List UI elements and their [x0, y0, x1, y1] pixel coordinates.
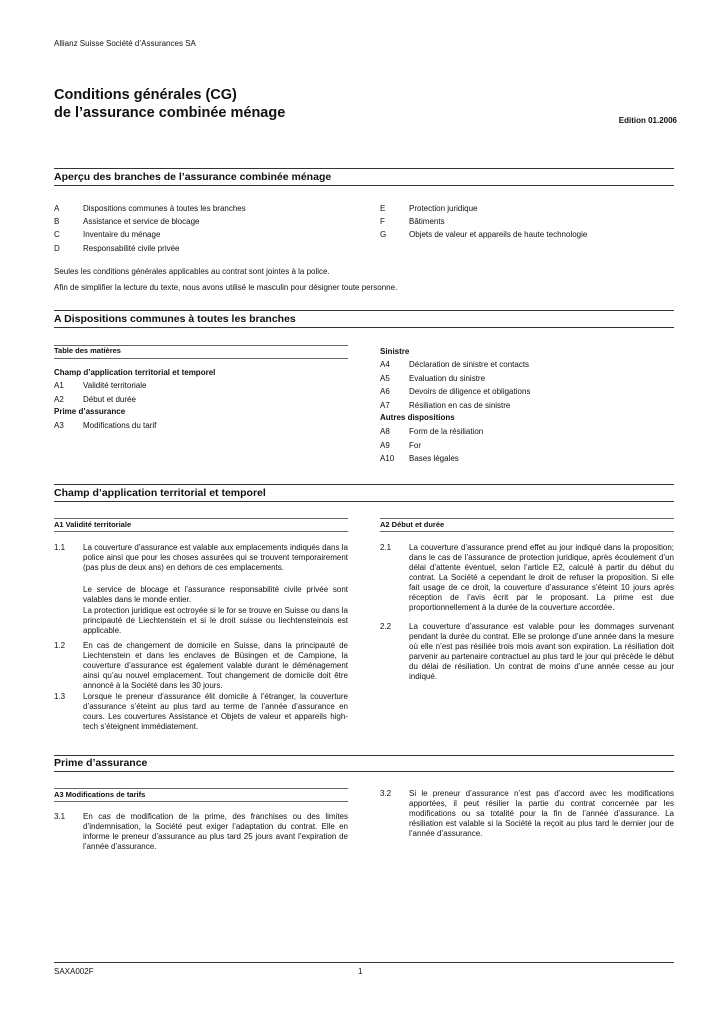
note-gender: Afin de simplifier la lecture du texte, nous avons utilisé le masculin pour désigner toute personne. — [54, 283, 398, 292]
toc-label: Début et durée — [83, 395, 136, 404]
toc-code: A3 — [54, 421, 64, 430]
section-rule-top — [54, 755, 674, 756]
toc-code: A6 — [380, 387, 390, 396]
champ-heading: Champ d’application territorial et temporel — [54, 487, 266, 499]
note-policy: Seules les conditions générales applicables au contrat sont jointes à la police. — [54, 267, 330, 276]
branch-label: Assistance et service de blocage — [83, 217, 200, 226]
page-number: 1 — [358, 967, 363, 976]
toc-group-heading: Champ d’application territorial et temporel — [54, 368, 216, 377]
document-title — [54, 86, 285, 122]
toc-group-heading: Prime d’assurance — [54, 407, 126, 416]
branch-code: E — [380, 204, 386, 213]
branch-code: A — [54, 204, 60, 213]
clause-text: La couverture d’assurance prend effet au jour indiqué dans la proposition; dans le cas de l’assurance de protection juridique, après écoulement d’un délai d’attente éventuel, selon l’article E2, calculé à partir du début du contrat. La Société a cependant le droit de refuser la proposition. Si elle fait usage de ce droit, la couverture d’assurance s’éteint 10 jours après réception de l’avis écrit par le proposant. La prime est due proportionnellement à la durée de la couverture accordée. — [409, 543, 674, 612]
subsection-rule-bottom — [54, 531, 348, 532]
branch-code: B — [54, 217, 60, 226]
toc-label: Form de la résiliation — [409, 427, 484, 436]
toc-label: Evaluation du sinistre — [409, 374, 486, 383]
edition-label: Edition 01.2006 — [618, 116, 677, 125]
toc-code: A4 — [380, 360, 390, 369]
clause-text: En cas de changement de domicile en Suisse, dans la principauté de Liechtenstein et dans les enclaves de Büsingen et de Campione, la couverture d’assurance est également valable durant le déménagement ainsi qu’au nouvel emplacement. Tout changement de domicile doit être annoncé à la Société dans les 30 jours. — [83, 641, 348, 690]
toc-label: Modifications du tarif — [83, 421, 157, 430]
section-rule-bottom — [54, 501, 674, 502]
branch-label: Objets de valeur et appareils de haute technologie — [409, 230, 588, 239]
clause-number: 1.1 — [54, 543, 66, 552]
branch-label: Protection juridique — [409, 204, 478, 213]
clause-text: La couverture d’assurance est valable pour les dommages survenant pendant la durée du contrat. Elle se prolonge d’une année dans la mesure où elle n’est pas résiliée trois mois avant son expiration. La résiliation doit parvenir au partenaire contractuel au plus tard le jour qui précède le début du délai de résiliation. Un contrat de moins d’une année cesse au jour indiqué. — [409, 622, 674, 681]
title-line-1: Conditions générales (CG) — [54, 87, 237, 103]
toc-group-heading: Autres dispositions — [380, 413, 455, 422]
branch-label: Dispositions communes à toutes les branches — [83, 204, 246, 213]
toc-label: Déclaration de sinistre et contacts — [409, 360, 530, 369]
title-line-2: de l’assurance combinée ménage — [54, 105, 286, 121]
clause-text: Lorsque le preneur d’assurance élit domicile à l’étranger, la couverture d’assurance s’éteint au plus tard au terme de l’année d’assurance en cours. Les couvertures Assistance et Objets de valeur et appareils high-tech s’éteignent immédiatement. — [83, 692, 348, 731]
toc-code: A5 — [380, 374, 390, 383]
toc-rule-top — [54, 345, 348, 346]
toc-label: For — [409, 441, 421, 450]
subsection-rule-top — [380, 518, 674, 519]
toc-label: Validité territoriale — [83, 381, 147, 390]
a3-title: A3 Modifications de tarifs — [54, 790, 146, 799]
branch-code: F — [380, 217, 385, 226]
branch-code: G — [380, 230, 387, 239]
toc-code: A7 — [380, 401, 390, 410]
document-code: SAXA002F — [54, 967, 94, 976]
prime-heading: Prime d’assurance — [54, 757, 148, 769]
clause-text: Le service de blocage et l’assurance responsabilité civile privée sont valables dans le monde entier. — [83, 585, 348, 604]
clause-text: Si le preneur d’assurance n’est pas d’accord avec les modifications apportées, il peut résilier la partie du contrat concernée par les modifications ou sa totalité pour la fin de l’année d’assurance. La résiliation est valable si la Société la reçoit au plus tard le dernier jour de l’année d’assurance. — [409, 789, 674, 838]
clause-text: La protection juridique est octroyée si le for se trouve en Suisse ou dans la principauté de Liechtenstein et si le droit suisse ou liechtensteinois est applicable. — [83, 606, 348, 635]
subsection-rule-bottom — [54, 801, 348, 802]
toc-group-heading: Sinistre — [380, 347, 410, 356]
section-rule-top — [54, 484, 674, 485]
branch-code: C — [54, 230, 60, 239]
company-name: Allianz Suisse Société d’Assurances SA — [54, 39, 196, 48]
toc-code: A10 — [380, 454, 395, 463]
clause-text: La couverture d’assurance est valable aux emplacements indiqués dans la police ainsi que pour les choses assurées qui se trouvent temporairement (pas plus de deux ans) en dehors de ces emplacements. — [83, 543, 348, 572]
clause-text: En cas de modification de la prime, des franchises ou des limites d’indemnisation, la Société peut exiger l’adaptation du contrat. Elle en informe le preneur d’assurance au plus tard 25 jours avant l’expiration de l’année d’assurance. — [83, 812, 348, 851]
toc-label: Bases légales — [409, 454, 459, 463]
subsection-rule-top — [54, 788, 348, 789]
toc-label: Résiliation en cas de sinistre — [409, 401, 511, 410]
subsection-rule-bottom — [380, 531, 674, 532]
toc-label: Devoirs de diligence et obligations — [409, 387, 531, 396]
toc-code: A8 — [380, 427, 390, 436]
clause-number: 1.2 — [54, 641, 66, 650]
branch-code: D — [54, 244, 60, 253]
branch-label: Bâtiments — [409, 217, 445, 226]
section-rule-top — [54, 168, 674, 169]
clause-number: 1.3 — [54, 692, 66, 701]
a2-title: A2 Début et durée — [380, 520, 445, 529]
section-rule-bottom — [54, 771, 674, 772]
a1-title: A1 Validité territoriale — [54, 520, 132, 529]
section-rule-top — [54, 310, 674, 311]
clause-number: 3.2 — [380, 789, 392, 798]
clause-number: 3.1 — [54, 812, 66, 821]
subsection-rule-top — [54, 518, 348, 519]
toc-code: A9 — [380, 441, 390, 450]
clause-number: 2.1 — [380, 543, 392, 552]
branch-label: Responsabilité civile privée — [83, 244, 180, 253]
toc-title: Table des matières — [54, 346, 121, 355]
toc-code: A2 — [54, 395, 64, 404]
section-a-heading: A Dispositions communes à toutes les branches — [54, 313, 296, 325]
toc-code: A1 — [54, 381, 64, 390]
branch-label: Inventaire du ménage — [83, 230, 161, 239]
section-rule-bottom — [54, 185, 674, 186]
clause-number: 2.2 — [380, 622, 392, 631]
overview-heading: Aperçu des branches de l’assurance combinée ménage — [54, 171, 332, 183]
section-rule-bottom — [54, 327, 674, 328]
toc-rule-bottom — [54, 358, 348, 359]
footer-rule — [54, 962, 674, 963]
